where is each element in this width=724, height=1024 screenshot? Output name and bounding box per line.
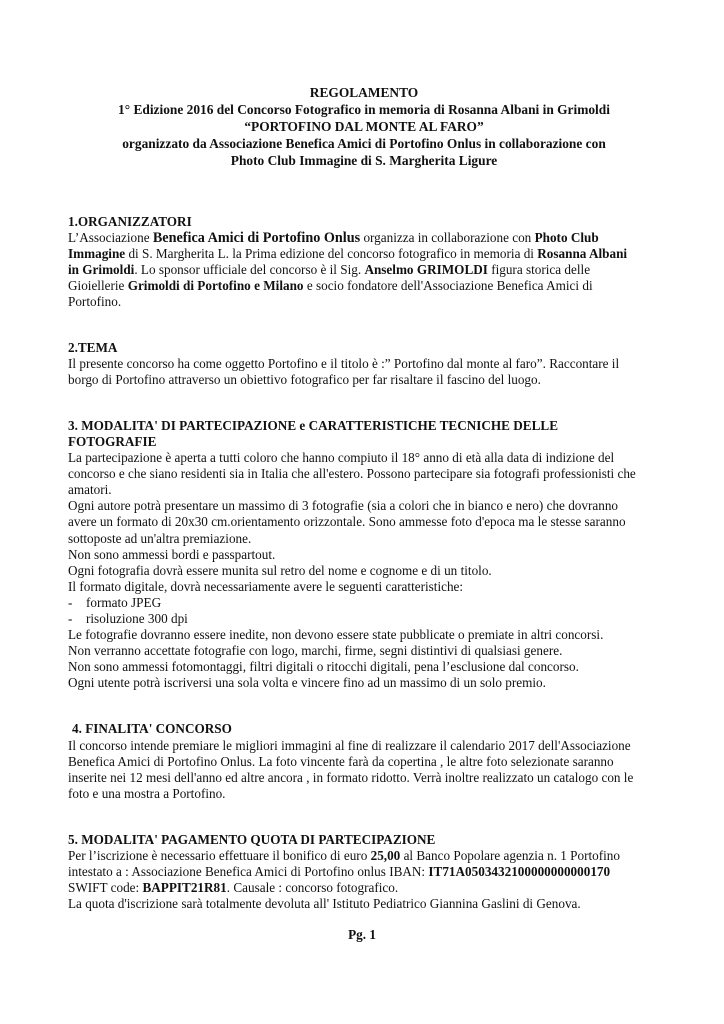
paragraph-line: La quota d'iscrizione sarà totalmente devoluta all' Istituto Pediatrico Giannina Gaslini di Genova. <box>68 896 581 912</box>
paragraph-line: Ogni fotografia dovrà essere munita sul retro del nome e cognome e di un titolo. <box>68 562 492 578</box>
paragraph-line: Portofino. <box>68 294 122 310</box>
section-organizzatori <box>68 214 660 311</box>
list-item <box>68 611 660 627</box>
paragraph-line: Il concorso intende premiare le migliori immagini al fine di realizzare il calendario 2017 dell'Associazione <box>68 737 631 753</box>
paragraph-line <box>68 864 660 880</box>
bold-span: Immagine <box>68 246 126 262</box>
section-pagamento <box>68 832 660 912</box>
document-header <box>68 84 660 169</box>
document-page <box>68 84 660 912</box>
bold-span: Benefica Amici di Portofino Onlus <box>152 230 361 247</box>
paragraph-line <box>68 880 660 896</box>
section-heading: 4. FINALITA' CONCORSO <box>72 721 232 737</box>
list-item-text: formato JPEG <box>86 594 162 610</box>
bold-span: in Grimoldi <box>68 262 135 278</box>
header-club-line: Photo Club Immagine di S. Margherita Ligure <box>230 153 498 168</box>
paragraph-line: Non sono ammessi fotomontaggi, filtri digitali o ritocchi digitali, pena l’esclusione dal concorso. <box>68 659 579 675</box>
text-span: Per l’iscrizione è necessario effettuare il bonifico di euro <box>68 848 371 863</box>
text-span: L’Associazione <box>68 230 153 246</box>
section-heading: 5. MODALITA' PAGAMENTO QUOTA DI PARTECIPAZIONE <box>68 831 436 847</box>
bold-span: Anselmo GRIMOLDI <box>364 262 488 278</box>
list-item-text: risoluzione 300 dpi <box>86 610 188 626</box>
list-item <box>68 595 660 611</box>
paragraph-line: inserite nei 12 mesi dell'anno ed altre ancora , in formato ridotto. Verrà inoltre realizzato un catalogo con le <box>68 769 634 785</box>
bold-span: Grimoldi di Portofino e Milano <box>127 278 304 294</box>
paragraph-line: Non sono ammessi bordi e passpartout. <box>68 546 276 562</box>
page-number: Pg. 1 <box>348 927 376 942</box>
paragraph-line: foto e una mostra a Portofino. <box>68 785 226 801</box>
paragraph-line: Il presente concorso ha come oggetto Portofino e il titolo è :” Portofino dal monte al faro”. Raccontare il <box>68 355 620 371</box>
paragraph-line: Non verranno accettate fotografie con logo, marchi, firme, segni distintivi di qualsiasi genere. <box>68 643 563 659</box>
paragraph-line: La partecipazione è aperta a tutti coloro che hanno compiuto il 18° anno di età alla data di indizione del <box>68 450 615 466</box>
document-title: REGOLAMENTO <box>309 85 419 100</box>
iban-value: IT71A0503432100000000000170 <box>428 864 611 880</box>
paragraph-line: avere un formato di 20x30 cm.orientamento orizzontale. Sono ammesse foto d'epoca ma le stesse saranno <box>68 514 626 530</box>
section-tema <box>68 340 660 388</box>
bold-span: Photo Club <box>534 230 599 246</box>
text-span: Gioiellerie <box>68 278 128 294</box>
header-organizer-line: organizzato da Associazione Benefica Amici di Portofino Onlus in collaborazione con <box>122 136 606 151</box>
paragraph-line: borgo di Portofino attraverso un obiettivo fotografico per far risaltare il fascino del luogo. <box>68 371 541 387</box>
header-edition-line: 1° Edizione 2016 del Concorso Fotografico in memoria di Rosanna Albani in Grimoldi <box>118 102 610 117</box>
text-span: e socio fondatore dell'Associazione Benefica Amici di <box>303 278 593 294</box>
swift-value: BAPPIT21R81 <box>142 880 227 896</box>
section-heading: 1.ORGANIZZATORI <box>68 214 192 229</box>
paragraph-line <box>68 230 660 246</box>
paragraph-line: sottoposte ad un'altra premiazione. <box>68 530 252 546</box>
section-heading: 3. MODALITA' DI PARTECIPAZIONE e CARATTERISTICHE TECNICHE DELLE <box>68 417 558 433</box>
text-span: figura storica delle <box>487 262 591 278</box>
amount-value: 25,00 <box>370 848 401 863</box>
section-modalita-partecipazione <box>68 418 660 692</box>
bullet-mark: ‐ <box>68 594 73 610</box>
text-span: di S. Margherita L. la Prima edizione del concorso fotografico in memoria di <box>125 246 538 262</box>
paragraph-line: concorso e che siano residenti sia in Italia che all'estero. Possono partecipare sia fotografi professionisti che <box>68 466 636 482</box>
paragraph-line <box>68 848 660 864</box>
bullet-mark: - <box>68 610 73 626</box>
section-heading-continued: FOTOGRAFIE <box>68 433 157 449</box>
paragraph-line: Ogni utente potrà iscriversi una sola volta e vincere fino ad un massimo di un solo premio. <box>68 675 546 691</box>
section-finalita <box>68 721 660 801</box>
text-span: . Causale : concorso fotografico. <box>226 880 399 896</box>
paragraph-line: Benefica Amici di Portofino Onlus. La foto vincente farà da copertina , le altre foto selezionate saranno <box>68 753 614 769</box>
bold-span: Rosanna Albani <box>537 246 628 262</box>
text-span: al Banco Popolare agenzia n. 1 Portofino <box>400 848 620 863</box>
paragraph-line: Il formato digitale, dovrà necessariamente avere le seguenti caratteristiche: <box>68 578 464 594</box>
paragraph-line <box>68 278 660 294</box>
section-heading: 2.TEMA <box>68 339 118 355</box>
paragraph-line: amatori. <box>68 482 112 498</box>
paragraph-line: Le fotografie dovranno essere inedite, non devono essere state pubblicate o premiate in altri concorsi. <box>68 627 604 643</box>
paragraph-line <box>68 246 660 262</box>
paragraph-line: Ogni autore potrà presentare un massimo di 3 fotografie (sia a colori che in bianco e nero) che dovranno <box>68 498 619 514</box>
text-span: intestato a : Associazione Benefica Amici di Portofino onlus IBAN: <box>68 864 429 880</box>
text-span: organizza in collaborazione con <box>360 230 535 246</box>
paragraph-line <box>68 262 660 278</box>
header-contest-name: “PORTOFINO DAL MONTE AL FARO” <box>244 119 484 134</box>
text-span: . Lo sponsor ufficiale del concorso è il Sig. <box>134 262 365 278</box>
text-span: SWIFT code: <box>68 880 143 896</box>
